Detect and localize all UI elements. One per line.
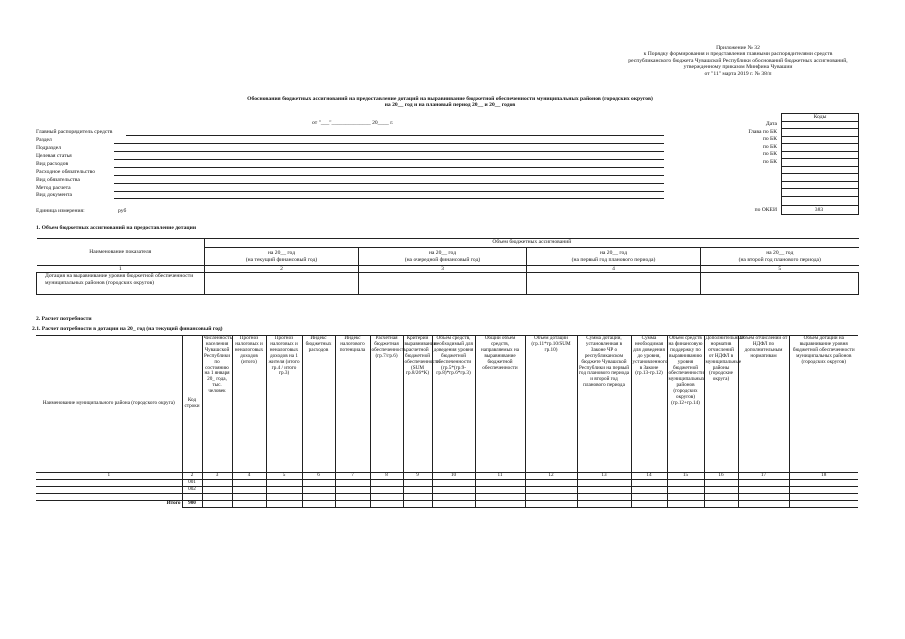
s2-cell[interactable]: [577, 494, 631, 501]
codes-okei-value: 383: [814, 207, 824, 213]
field-label: Целевая статья: [36, 153, 72, 159]
header-line: республиканского бюджета Чувашской Республики обоснований бюджетных ассигнований,: [628, 57, 848, 64]
s2-cell[interactable]: [667, 494, 704, 501]
s1-col-header: [527, 248, 701, 266]
s2-cell[interactable]: [667, 480, 704, 487]
s1-col-header: [359, 248, 527, 266]
s2-cell[interactable]: [432, 487, 475, 494]
s2-cell[interactable]: [475, 487, 525, 494]
table-row: [36, 494, 858, 501]
s2-header: Прогноз налоговых и неналоговых доходов на 1 жителя (итого гр.4 / итого гр.3): [266, 336, 302, 473]
s1-name-header: Наименование показателя: [37, 239, 205, 266]
s2-header: Расчетная бюджетная обеспеченность (гр.7/гр.6): [370, 336, 403, 473]
s2-cell[interactable]: [335, 494, 370, 501]
s2-col-number: 11: [475, 473, 525, 480]
s1-col-number: 4: [527, 266, 701, 273]
table-row: [36, 480, 858, 487]
s2-header: Критерий выравнивания расчетной бюджетной обеспеченности (SUM гр.8/26*K): [403, 336, 432, 473]
s2-header: Код строки: [182, 336, 202, 473]
s1-col-header: [205, 248, 359, 266]
page-title: [180, 96, 720, 109]
s2-cell[interactable]: [302, 494, 335, 501]
s2-cell[interactable]: [232, 487, 266, 494]
s2-header: Объем отчислений от НДФЛ по дополнительным нормативам: [738, 336, 789, 473]
section1-title: 1. Объем бюджетных ассигнований на предоставление дотации: [36, 225, 197, 231]
s2-col-number: 2: [182, 473, 202, 480]
field-line[interactable]: [114, 191, 664, 192]
s2-col-number: 14: [631, 473, 667, 480]
header-block: [598, 45, 878, 77]
s2-cell[interactable]: [403, 487, 432, 494]
field-line[interactable]: [114, 151, 664, 152]
title-line-1: Обоснования бюджетных ассигнований на предоставление дотаций на выравнивание бюджетной обеспеченности муниципальных районов (городских округов): [247, 96, 653, 102]
s2-cell[interactable]: [232, 501, 266, 508]
s2-col-number: 4: [232, 473, 266, 480]
s2-col-number: 17: [738, 473, 789, 480]
s2-cell[interactable]: [403, 501, 432, 508]
s2-header: Численность населения Чувашской Республики по состоянию на 1 января 20_ года, тыс. человек: [202, 336, 232, 473]
s2-cell[interactable]: [704, 487, 738, 494]
s1-col-number: 2: [205, 266, 359, 273]
s2-header: Общий объем средств, направляемых на выравнивание бюджетной обеспеченности: [475, 336, 525, 473]
s1-col-sub: (на очередной финансовый год): [404, 256, 481, 263]
s2-col-number: 8: [370, 473, 403, 480]
s1-col-year: на 20__ год: [267, 250, 296, 257]
s2-col-number: 12: [525, 473, 577, 480]
s2-cell[interactable]: [577, 501, 631, 508]
s2-row-name: [36, 480, 182, 487]
s2-cell[interactable]: [738, 501, 789, 508]
section2-subtitle: 2.1. Расчет потребности в дотации на 20_ год (на текущий финансовый год): [32, 326, 223, 332]
header-line: от "11" марта 2019 г. № 38/п: [704, 70, 772, 77]
codes-date-label: Дата: [765, 121, 777, 127]
field-line[interactable]: [114, 159, 664, 160]
header-line: Приложение № 32: [716, 45, 760, 51]
s2-col-number: 16: [704, 473, 738, 480]
s2-cell[interactable]: [432, 494, 475, 501]
s1-value-cell[interactable]: [527, 273, 701, 295]
s1-col-number: 1: [37, 266, 205, 273]
s2-cell[interactable]: [370, 487, 403, 494]
s2-cell[interactable]: [667, 487, 704, 494]
s2-cell[interactable]: [525, 487, 577, 494]
s2-cell[interactable]: [525, 480, 577, 487]
s2-cell[interactable]: [335, 487, 370, 494]
field-label: Подраздел: [36, 145, 62, 151]
s2-cell[interactable]: [738, 487, 789, 494]
codes-header: Коды: [781, 113, 859, 122]
s2-cell[interactable]: [704, 494, 738, 501]
header-line: утвержденному приказом Минфина Чувашии: [683, 64, 793, 71]
section2-table: [36, 335, 858, 508]
s2-header: Сумма необходимая для доведения до уровня, установленного в Законе (гр.13-гр.12): [631, 336, 667, 473]
s2-cell[interactable]: [302, 480, 335, 487]
s2-cell[interactable]: [302, 487, 335, 494]
s2-cell[interactable]: [403, 494, 432, 501]
s2-cell[interactable]: [704, 480, 738, 487]
s2-col-number: 15: [667, 473, 704, 480]
field-label: Главный распорядитель средств: [36, 129, 113, 135]
s2-cell[interactable]: [789, 487, 858, 494]
header-line: к Порядку формирования и представления главными распорядителями средств: [643, 51, 833, 58]
title-line-2: на 20__ год и на плановый период 20__ и 20__ годов: [384, 102, 516, 109]
s2-cell[interactable]: [266, 487, 302, 494]
s1-col-year: на 20__ год: [599, 250, 628, 257]
s1-col-sub: (на первый год планового периода): [571, 256, 656, 263]
s2-cell[interactable]: [266, 494, 302, 501]
s2-header: Прогноз налоговых и неналоговых доходов (итого): [232, 336, 266, 473]
s2-cell[interactable]: [704, 501, 738, 508]
s2-cell[interactable]: [232, 480, 266, 487]
s1-value-cell[interactable]: [205, 273, 359, 295]
section1-table: [36, 238, 859, 295]
s2-row-name: [36, 487, 182, 494]
field-label: Метод расчета: [36, 185, 71, 191]
s2-cell[interactable]: [335, 480, 370, 487]
field-line[interactable]: [114, 175, 664, 176]
s2-col-number: 9: [403, 473, 432, 480]
s2-cell[interactable]: [738, 494, 789, 501]
codes-chapter-label: Глава по БК: [748, 129, 777, 135]
table-row-total: [36, 501, 858, 508]
field-line[interactable]: [114, 183, 664, 184]
s2-cell[interactable]: [370, 480, 403, 487]
s2-col-number: 6: [302, 473, 335, 480]
s1-col-year: на 20__ год: [428, 250, 457, 257]
s2-row-code: 900: [182, 501, 202, 508]
s2-cell[interactable]: [432, 501, 475, 508]
s1-col-number: 5: [701, 266, 859, 273]
s2-cell[interactable]: [475, 501, 525, 508]
s1-value-cell[interactable]: [701, 273, 859, 295]
s2-cell[interactable]: [667, 501, 704, 508]
s2-header: Объем средств на финансовую поддержку по выравниванию уровня бюджетной обеспеченности муниципальных районов (городских округов) (гр.12+гр.14): [667, 336, 704, 473]
s2-cell[interactable]: [631, 494, 667, 501]
s1-group-header: Объем бюджетных ассигнований: [205, 239, 859, 248]
s2-header: Объем средств, необходимый для доведения уровня бюджетной обеспеченности (гр.5*(гр.9-гр.8)*гр.6*гр.3): [432, 336, 475, 473]
s2-cell[interactable]: [789, 480, 858, 487]
field-label: Расходное обязательство: [36, 169, 96, 175]
s2-cell[interactable]: [577, 480, 631, 487]
s2-total-label: Итого: [166, 500, 181, 506]
s1-row-label: Дотация на выравнивание уровня бюджетной обеспеченности муниципальных районов (городских округов): [37, 273, 205, 295]
s2-cell[interactable]: [577, 487, 631, 494]
field-label: Раздел: [36, 137, 52, 143]
section2-title: 2. Расчет потребности: [36, 316, 92, 322]
s2-col-number: 18: [789, 473, 858, 480]
s2-cell[interactable]: [475, 480, 525, 487]
field-label: Вид документа: [36, 192, 72, 198]
codes-bk-label: по БК: [762, 159, 777, 165]
s2-col-number: 7: [335, 473, 370, 480]
s2-header: Объем дотаций на выравнивание уровня бюджетной обеспеченности муниципальных районов (городских округов): [789, 336, 858, 473]
field-line[interactable]: [114, 198, 664, 199]
field-label: Вид расходов: [36, 161, 69, 167]
s2-col-number: 13: [577, 473, 631, 480]
s2-cell[interactable]: [232, 494, 266, 501]
s2-cell[interactable]: [631, 487, 667, 494]
codes-bk-label: по БК: [762, 151, 777, 157]
codes-bk-label: по БК: [762, 136, 777, 142]
s2-cell[interactable]: [266, 480, 302, 487]
s2-cell[interactable]: [202, 487, 232, 494]
codes-okei-label: по ОКЕИ: [754, 207, 777, 213]
s2-cell[interactable]: [631, 501, 667, 508]
s1-col-year: на 20__ год: [766, 250, 794, 257]
s1-col-header: [701, 248, 859, 266]
field-line[interactable]: [114, 143, 664, 144]
s2-header: Объем дотации (гр.11*гр.10/SUM гр.10): [525, 336, 577, 473]
s2-cell[interactable]: [789, 501, 858, 508]
s2-cell[interactable]: [525, 494, 577, 501]
s2-cell[interactable]: [370, 501, 403, 508]
s2-header: Индекс бюджетных расходов: [302, 336, 335, 473]
s1-col-sub: (на текущий финансовый год): [245, 256, 318, 263]
s2-cell[interactable]: [302, 501, 335, 508]
s2-cell[interactable]: [266, 501, 302, 508]
s1-value-cell[interactable]: [359, 273, 527, 295]
s2-cell[interactable]: [475, 494, 525, 501]
s1-col-number: 3: [359, 266, 527, 273]
s1-col-sub: (на второй год планового периода): [738, 256, 821, 263]
s2-cell[interactable]: [202, 494, 232, 501]
s2-header: Наименование муниципального района (городского округа): [36, 336, 182, 473]
unit-label: Единица измерения:: [36, 208, 85, 214]
unit-value: руб: [118, 208, 127, 214]
s2-cell[interactable]: [631, 480, 667, 487]
s2-col-number: 3: [202, 473, 232, 480]
s2-cell[interactable]: [738, 480, 789, 487]
table-row: [36, 487, 858, 494]
s2-header: Индекс налогового потенциала: [335, 336, 370, 473]
field-line[interactable]: [114, 167, 664, 168]
s2-cell[interactable]: [202, 480, 232, 487]
s2-cell[interactable]: [335, 501, 370, 508]
field-label: Вид обязательства: [36, 177, 80, 183]
s2-col-number: 5: [266, 473, 302, 480]
s2-header: Сумма дотации, установленная в Законе ЧР о республиканском бюджете Чувашской Республики на первый год планового периода и второй год планового периода: [577, 336, 631, 473]
date-line: от "___"______________ 20____ г.: [312, 120, 394, 126]
field-line[interactable]: [126, 135, 664, 136]
s2-header: Дополнительный норматив отчислений от НДФЛ в муниципальные районы (городские округа): [704, 336, 738, 473]
s2-cell[interactable]: [432, 480, 475, 487]
s2-col-number: 1: [36, 473, 182, 480]
s2-cell[interactable]: [525, 501, 577, 508]
s2-cell[interactable]: [202, 501, 232, 508]
s2-row-code: 001: [182, 480, 202, 487]
codes-bk-label: по БК: [762, 144, 777, 150]
s2-cell[interactable]: [789, 494, 858, 501]
s2-cell[interactable]: [370, 494, 403, 501]
s2-row-code: 002: [182, 487, 202, 494]
s2-cell[interactable]: [403, 480, 432, 487]
s2-col-number: 10: [432, 473, 475, 480]
